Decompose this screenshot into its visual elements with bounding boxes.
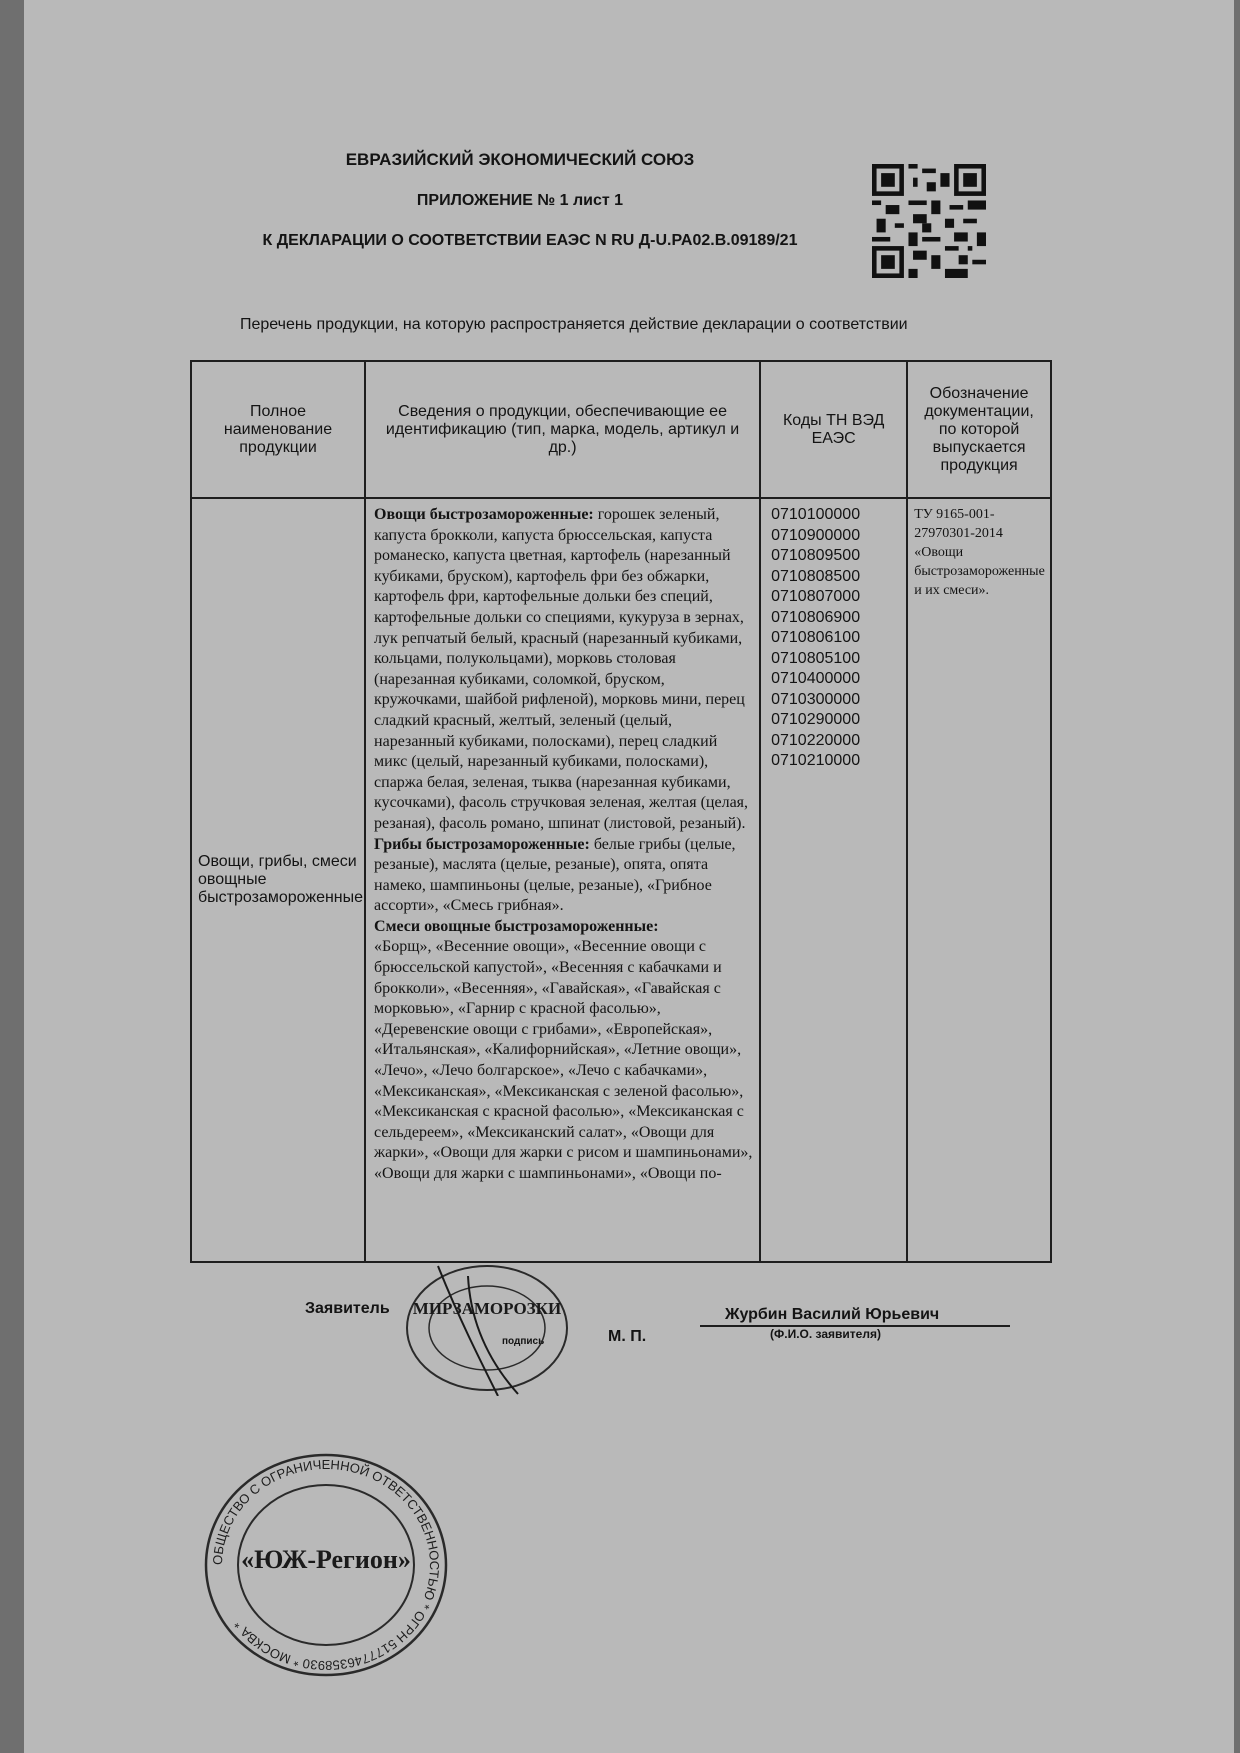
header-documentation: Обозначение документации, по которой выпускается продукция xyxy=(907,361,1051,498)
code-item: 0710100000 xyxy=(771,506,861,523)
code-item: 0710808500 xyxy=(771,567,861,585)
codes-cell xyxy=(760,498,907,1262)
stamp-top-text: МИРЗАМОРОЗКИ xyxy=(412,1299,562,1318)
company-stamp-bottom xyxy=(196,1450,456,1680)
header-codes: Коды ТН ВЭД ЕАЭС xyxy=(760,361,907,498)
code-item: 0710400000 xyxy=(771,670,861,687)
code-item: 0710807000 xyxy=(771,588,861,605)
header-product-info: Сведения о продукции, обеспечивающие ее идентификацию (тип, марка, модель, артикул и др.) xyxy=(365,361,760,498)
mixes-text: «Борщ», «Весенние овощи», «Весенние овощи с брюссельской капустой», «Весенняя с кабачками и брокколи», «Весенняя», «Гавайская», «Гавайская с морковью», «Гарнир с красной фасолью», «Деревенские овощи с грибами», «Европейская», «Итальянская», «Калифорнийская», «Летние овощи», «Лечо», «Лечо болгарское», «Лечо с кабачками», «Мексиканская», «Мексиканская с зеленой фасолью», «Мексиканская с красной фасолью», «Мексиканская с сельдереем», «Мексиканский салат», «Овощи для жарки», «Овощи для жарки с рисом и шампиньонами», «Овощи для жарки с шампиньонами», «Овощи по- xyxy=(374,938,753,1182)
product-info-cell xyxy=(365,498,760,1262)
code-item: 0710806100 xyxy=(771,629,861,646)
vegetables-text: горошек зеленый, капуста брокколи, капуста брюссельская, капуста романеско, капуста цветная, картофель (нарезанный кубиками, бруском), картофель фри без обжарки, картофель фри, картофельные дольки без специй, картофельные дольки со специями, кукуруза в зернах, лук репчатый белый, красный (нарезанный кубиками, кольцами, полукольцами), морковь столовая (нарезанная кубиками, соломкой, бруском, кружочками, шайбой рифленой), морковь мини, перец сладкий красный, желтый, зеленый (целый, нарезанный кубиками, полосками), перец сладкий микс (целый, нарезанный кубиками, полосками), спаржа белая, зеленая, тыква (нарезанная кубиками, кусочками), фасоль стручковая зеленая, желтая (целая, резаная), фасоль романо, шпинат (листовой, резаный). xyxy=(374,506,749,832)
products-table xyxy=(190,360,1052,1263)
appendix-title: ПРИЛОЖЕНИЕ № 1 лист 1 xyxy=(416,192,624,209)
code-item: 0710806900 xyxy=(771,608,861,626)
mp-label: М. П. xyxy=(608,1328,647,1345)
code-item: 0710809500 xyxy=(771,547,861,564)
code-item: 0710290000 xyxy=(771,711,861,728)
intro-text: Перечень продукции, на которую распространяется действие декларации о соответствии xyxy=(240,316,908,333)
qr-code-icon xyxy=(872,164,986,278)
applicant-label: Заявитель xyxy=(305,1300,390,1317)
mushrooms-title: Грибы быстрозамороженные: xyxy=(374,835,590,853)
product-name-cell: Овощи, грибы, смеси овощные быстрозамороженные xyxy=(191,498,365,1262)
code-item: 0710210000 xyxy=(771,752,861,769)
signature-label: подпись xyxy=(502,1336,545,1347)
table-header-row xyxy=(191,361,1051,498)
vegetables-title: Овощи быстрозамороженные: xyxy=(374,506,594,523)
mixes-title: Смеси овощные быстрозамороженные: xyxy=(374,917,659,935)
code-item: 0710805100 xyxy=(771,649,861,667)
union-title: ЕВРАЗИЙСКИЙ ЭКОНОМИЧЕСКИЙ СОЮЗ xyxy=(345,150,695,169)
documentation-cell: ТУ 9165-001-27970301-2014 «Овощи быстрозамороженные и их смеси». xyxy=(907,498,1051,1262)
company-stamp-top xyxy=(398,1256,576,1396)
code-item: 0710300000 xyxy=(771,690,861,708)
header-product-name: Полное наименование продукции xyxy=(191,361,365,498)
code-item: 0710900000 xyxy=(771,526,861,544)
declaration-title: К ДЕКЛАРАЦИИ О СООТВЕТСТВИИ ЕАЭС N RU Д-U.PA02.B.09189/21 xyxy=(262,232,798,249)
stamp-center-text: «ЮЖ-Регион» xyxy=(241,1545,411,1574)
stamp-ring-text: ОБЩЕСТВО С ОГРАНИЧЕННОЙ ОТВЕТСТВЕННОСТЬЮ * ОГРН 5177746358930 * МОСКВА * xyxy=(209,1456,443,1674)
applicant-name-note: (Ф.И.О. заявителя) xyxy=(770,1327,881,1341)
applicant-name: Журбин Василий Юрьевич xyxy=(725,1306,940,1323)
mushrooms-text: белые грибы (целые, резаные), маслята (целые, резаные), опята, опята намеко, шампиньоны (целые, резаные), «Грибное ассорти», «Смесь грибная». xyxy=(374,835,736,915)
table-row xyxy=(191,498,1051,1262)
code-item: 0710220000 xyxy=(771,731,861,749)
